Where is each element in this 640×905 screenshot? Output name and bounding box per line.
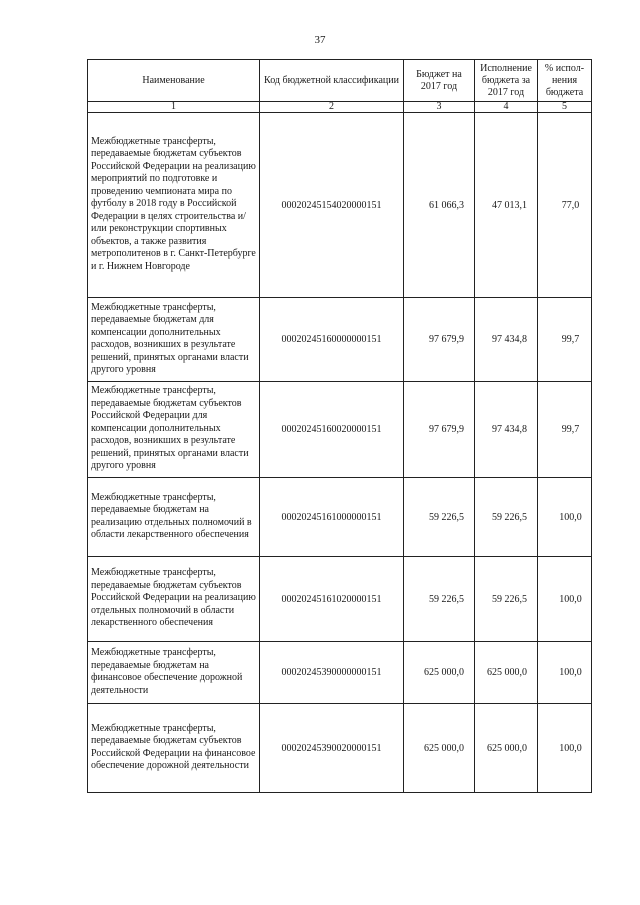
column-header-name: Наименование bbox=[88, 60, 260, 102]
row-code: 00020245161000000151 bbox=[260, 478, 404, 557]
row-execution: 97 434,8 bbox=[475, 382, 538, 478]
column-header-execution: Исполнение бюджета за 2017 год bbox=[475, 60, 538, 102]
column-header-code: Код бюджетной классификации bbox=[260, 60, 404, 102]
row-code: 00020245390020000151 bbox=[260, 704, 404, 793]
budget-execution-table bbox=[87, 59, 592, 793]
row-code: 00020245154020000151 bbox=[260, 113, 404, 298]
row-code: 00020245161020000151 bbox=[260, 557, 404, 642]
page-number: 37 bbox=[314, 34, 326, 46]
row-percent: 100,0 bbox=[538, 557, 592, 642]
row-percent: 100,0 bbox=[538, 478, 592, 557]
column-header-budget: Бюджет на 2017 год bbox=[404, 60, 475, 102]
row-percent: 99,7 bbox=[538, 382, 592, 478]
table-row bbox=[88, 298, 592, 382]
table-row bbox=[88, 704, 592, 793]
row-execution: 625 000,0 bbox=[475, 642, 538, 704]
row-name: Межбюджетные трансферты, передаваемые бюджетам для компенсации дополнительных расходов, возникших в результате решений, принятых органами власти другого уровня bbox=[88, 298, 260, 382]
table-row bbox=[88, 478, 592, 557]
row-execution: 97 434,8 bbox=[475, 298, 538, 382]
row-code: 00020245390000000151 bbox=[260, 642, 404, 704]
row-budget: 59 226,5 bbox=[404, 478, 475, 557]
row-execution: 59 226,5 bbox=[475, 478, 538, 557]
row-budget: 625 000,0 bbox=[404, 704, 475, 793]
row-budget: 61 066,3 bbox=[404, 113, 475, 298]
row-execution: 625 000,0 bbox=[475, 704, 538, 793]
row-percent: 77,0 bbox=[538, 113, 592, 298]
row-execution: 47 013,1 bbox=[475, 113, 538, 298]
row-name: Межбюджетные трансферты, передаваемые бюджетам субъектов Российской Федерации для компенсации дополнительных расходов, возникших в результате решений, принятых органами власти другого уровня bbox=[88, 382, 260, 478]
table-row bbox=[88, 382, 592, 478]
row-name: Межбюджетные трансферты, передаваемые бюджетам субъектов Российской Федерации на реализацию мероприятий по подготовке и проведению чемпионата мира по футболу в 2018 году в Российской Федерации в целях строительства и/или реконструкции спортивных объектов, а также развития метрополитенов в г. Санкт-Петербурге и г. Нижнем Новгороде bbox=[88, 113, 260, 298]
row-name: Межбюджетные трансферты, передаваемые бюджетам на реализацию отдельных полномочий в области лекарственного обеспечения bbox=[88, 478, 260, 557]
row-name: Межбюджетные трансферты, передаваемые бюджетам на финансовое обеспечение дорожной деятельности bbox=[88, 642, 260, 704]
row-budget: 59 226,5 bbox=[404, 557, 475, 642]
row-name: Межбюджетные трансферты, передаваемые бюджетам субъектов Российской Федерации на реализацию отдельных полномочий в области лекарственного обеспечения bbox=[88, 557, 260, 642]
row-budget: 97 679,9 bbox=[404, 298, 475, 382]
column-number-row bbox=[88, 102, 592, 113]
column-number: 4 bbox=[475, 102, 538, 113]
row-percent: 99,7 bbox=[538, 298, 592, 382]
row-budget: 625 000,0 bbox=[404, 642, 475, 704]
row-percent: 100,0 bbox=[538, 704, 592, 793]
row-execution: 59 226,5 bbox=[475, 557, 538, 642]
row-code: 00020245160000000151 bbox=[260, 298, 404, 382]
table-row bbox=[88, 557, 592, 642]
column-number: 5 bbox=[538, 102, 592, 113]
table-header-row bbox=[88, 60, 592, 102]
column-number: 1 bbox=[88, 102, 260, 113]
table-row bbox=[88, 113, 592, 298]
column-number: 2 bbox=[260, 102, 404, 113]
row-name: Межбюджетные трансферты, передаваемые бюджетам субъектов Российской Федерации на финансовое обеспечение дорожной деятельности bbox=[88, 704, 260, 793]
row-percent: 100,0 bbox=[538, 642, 592, 704]
column-number: 3 bbox=[404, 102, 475, 113]
row-code: 00020245160020000151 bbox=[260, 382, 404, 478]
column-header-percent: % испол-нения бюджета bbox=[538, 60, 592, 102]
row-budget: 97 679,9 bbox=[404, 382, 475, 478]
table-row bbox=[88, 642, 592, 704]
